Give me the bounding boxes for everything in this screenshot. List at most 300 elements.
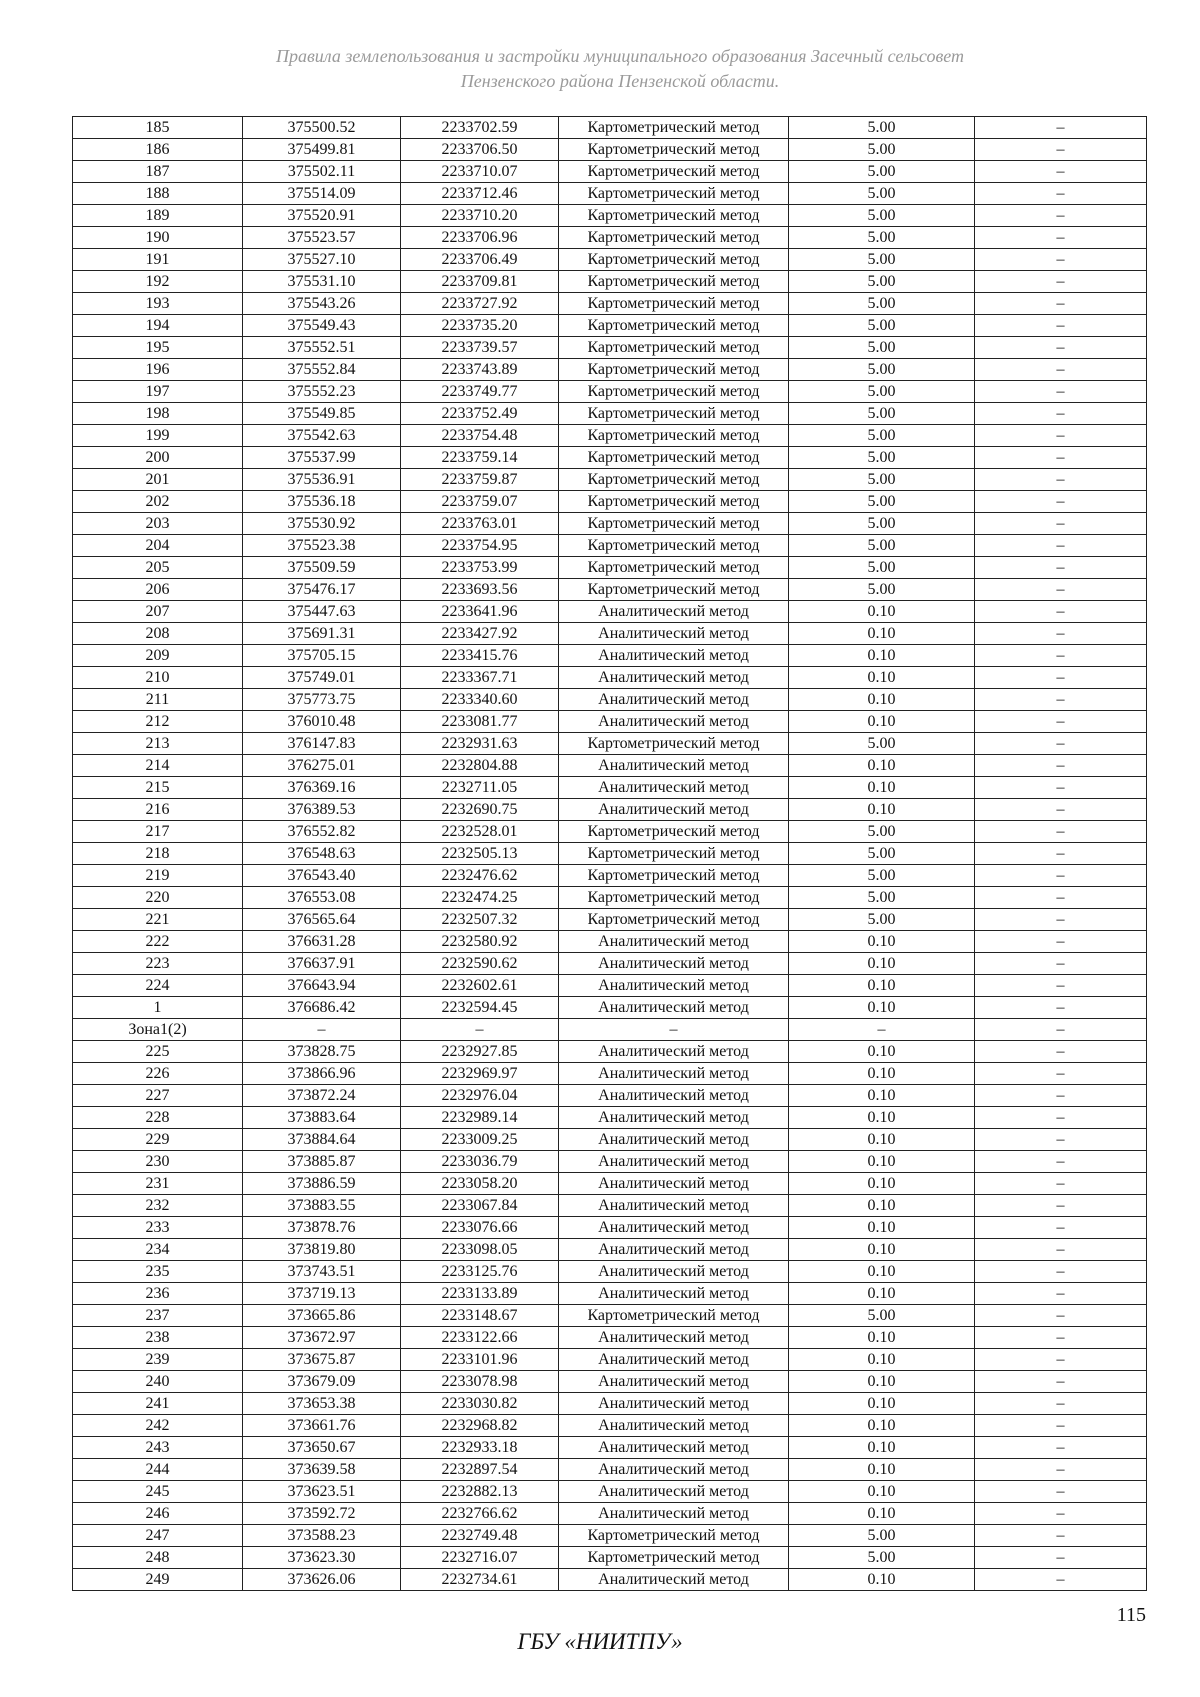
accuracy-cell: 5.00 xyxy=(789,887,975,909)
table-row xyxy=(73,1261,1147,1283)
accuracy-cell: – xyxy=(789,1019,975,1041)
note-cell: – xyxy=(975,1481,1147,1503)
y-coordinate-cell: 2233706.49 xyxy=(401,249,559,271)
method-cell: Картометрический метод xyxy=(559,249,789,271)
method-cell: Картометрический метод xyxy=(559,447,789,469)
y-coordinate-cell: 2233415.76 xyxy=(401,645,559,667)
table-row xyxy=(73,359,1147,381)
point-number-cell: 215 xyxy=(73,777,243,799)
accuracy-cell: 5.00 xyxy=(789,535,975,557)
accuracy-cell: 0.10 xyxy=(789,1151,975,1173)
note-cell: – xyxy=(975,645,1147,667)
method-cell: Аналитический метод xyxy=(559,975,789,997)
method-cell: Картометрический метод xyxy=(559,293,789,315)
accuracy-cell: 0.10 xyxy=(789,1437,975,1459)
y-coordinate-cell: 2233036.79 xyxy=(401,1151,559,1173)
accuracy-cell: 0.10 xyxy=(789,1283,975,1305)
table-row xyxy=(73,1085,1147,1107)
x-coordinate-cell: 375523.38 xyxy=(243,535,401,557)
x-coordinate-cell: 375523.57 xyxy=(243,227,401,249)
table-row xyxy=(73,1393,1147,1415)
point-number-cell: 221 xyxy=(73,909,243,931)
table-row xyxy=(73,1547,1147,1569)
point-number-cell: 208 xyxy=(73,623,243,645)
y-coordinate-cell: 2233759.14 xyxy=(401,447,559,469)
accuracy-cell: 5.00 xyxy=(789,733,975,755)
y-coordinate-cell: 2233009.25 xyxy=(401,1129,559,1151)
accuracy-cell: 5.00 xyxy=(789,139,975,161)
note-cell: – xyxy=(975,381,1147,403)
table-row xyxy=(73,227,1147,249)
x-coordinate-cell: 375537.99 xyxy=(243,447,401,469)
note-cell: – xyxy=(975,557,1147,579)
method-cell: Картометрический метод xyxy=(559,1547,789,1569)
method-cell: Аналитический метод xyxy=(559,1173,789,1195)
method-cell: Аналитический метод xyxy=(559,1041,789,1063)
note-cell: – xyxy=(975,601,1147,623)
note-cell: – xyxy=(975,117,1147,139)
method-cell: Аналитический метод xyxy=(559,1129,789,1151)
table-row xyxy=(73,271,1147,293)
method-cell: Картометрический метод xyxy=(559,843,789,865)
accuracy-cell: 5.00 xyxy=(789,865,975,887)
point-number-cell: 229 xyxy=(73,1129,243,1151)
y-coordinate-cell: 2233763.01 xyxy=(401,513,559,535)
note-cell: – xyxy=(975,1261,1147,1283)
note-cell: – xyxy=(975,1569,1147,1591)
point-number-cell: 190 xyxy=(73,227,243,249)
y-coordinate-cell: 2232976.04 xyxy=(401,1085,559,1107)
x-coordinate-cell: 375552.23 xyxy=(243,381,401,403)
accuracy-cell: 0.10 xyxy=(789,689,975,711)
table-row xyxy=(73,1371,1147,1393)
table-row xyxy=(73,139,1147,161)
point-number-cell: 231 xyxy=(73,1173,243,1195)
accuracy-cell: 0.10 xyxy=(789,601,975,623)
method-cell: Аналитический метод xyxy=(559,623,789,645)
y-coordinate-cell: 2232474.25 xyxy=(401,887,559,909)
x-coordinate-cell: 373661.76 xyxy=(243,1415,401,1437)
note-cell: – xyxy=(975,1503,1147,1525)
y-coordinate-cell: 2233078.98 xyxy=(401,1371,559,1393)
method-cell: Картометрический метод xyxy=(559,161,789,183)
note-cell: – xyxy=(975,733,1147,755)
y-coordinate-cell: 2233098.05 xyxy=(401,1239,559,1261)
x-coordinate-cell: 373623.51 xyxy=(243,1481,401,1503)
x-coordinate-cell: 375514.09 xyxy=(243,183,401,205)
x-coordinate-cell: 375705.15 xyxy=(243,645,401,667)
y-coordinate-cell: 2232716.07 xyxy=(401,1547,559,1569)
note-cell: – xyxy=(975,1041,1147,1063)
table-row xyxy=(73,249,1147,271)
point-number-cell: 210 xyxy=(73,667,243,689)
x-coordinate-cell: – xyxy=(243,1019,401,1041)
y-coordinate-cell: 2232594.45 xyxy=(401,997,559,1019)
point-number-cell: 241 xyxy=(73,1393,243,1415)
note-cell: – xyxy=(975,227,1147,249)
note-cell: – xyxy=(975,425,1147,447)
y-coordinate-cell: 2233133.89 xyxy=(401,1283,559,1305)
method-cell: Аналитический метод xyxy=(559,1459,789,1481)
note-cell: – xyxy=(975,777,1147,799)
method-cell: Аналитический метод xyxy=(559,931,789,953)
y-coordinate-cell: 2232590.62 xyxy=(401,953,559,975)
y-coordinate-cell: 2233754.48 xyxy=(401,425,559,447)
y-coordinate-cell: 2233727.92 xyxy=(401,293,559,315)
table-row xyxy=(73,1217,1147,1239)
x-coordinate-cell: 376543.40 xyxy=(243,865,401,887)
method-cell: Аналитический метод xyxy=(559,1349,789,1371)
x-coordinate-cell: 373592.72 xyxy=(243,1503,401,1525)
note-cell: – xyxy=(975,513,1147,535)
table-row xyxy=(73,469,1147,491)
y-coordinate-cell: 2232933.18 xyxy=(401,1437,559,1459)
x-coordinate-cell: 375531.10 xyxy=(243,271,401,293)
point-number-cell: 220 xyxy=(73,887,243,909)
point-number-cell: 191 xyxy=(73,249,243,271)
note-cell: – xyxy=(975,205,1147,227)
note-cell: – xyxy=(975,1151,1147,1173)
x-coordinate-cell: 375552.84 xyxy=(243,359,401,381)
note-cell: – xyxy=(975,293,1147,315)
method-cell: Аналитический метод xyxy=(559,1415,789,1437)
accuracy-cell: 0.10 xyxy=(789,1481,975,1503)
method-cell: Картометрический метод xyxy=(559,557,789,579)
table-row xyxy=(73,1019,1147,1041)
method-cell: Картометрический метод xyxy=(559,139,789,161)
y-coordinate-cell: 2233759.07 xyxy=(401,491,559,513)
table-row xyxy=(73,777,1147,799)
note-cell: – xyxy=(975,909,1147,931)
table-row xyxy=(73,843,1147,865)
method-cell: Картометрический метод xyxy=(559,535,789,557)
table-row xyxy=(73,1173,1147,1195)
table-row xyxy=(73,491,1147,513)
accuracy-cell: 0.10 xyxy=(789,1569,975,1591)
x-coordinate-cell: 376552.82 xyxy=(243,821,401,843)
accuracy-cell: 0.10 xyxy=(789,777,975,799)
method-cell: Картометрический метод xyxy=(559,513,789,535)
table-row xyxy=(73,733,1147,755)
x-coordinate-cell: 373639.58 xyxy=(243,1459,401,1481)
method-cell: Аналитический метод xyxy=(559,799,789,821)
table-row xyxy=(73,755,1147,777)
y-coordinate-cell: 2233739.57 xyxy=(401,337,559,359)
method-cell: Картометрический метод xyxy=(559,359,789,381)
x-coordinate-cell: 373878.76 xyxy=(243,1217,401,1239)
note-cell: – xyxy=(975,821,1147,843)
point-number-cell: 196 xyxy=(73,359,243,381)
point-number-cell: 198 xyxy=(73,403,243,425)
y-coordinate-cell: 2232969.97 xyxy=(401,1063,559,1085)
table-row xyxy=(73,1415,1147,1437)
note-cell: – xyxy=(975,1129,1147,1151)
accuracy-cell: 5.00 xyxy=(789,821,975,843)
accuracy-cell: 5.00 xyxy=(789,557,975,579)
method-cell: Аналитический метод xyxy=(559,1393,789,1415)
accuracy-cell: 0.10 xyxy=(789,1503,975,1525)
accuracy-cell: 5.00 xyxy=(789,909,975,931)
x-coordinate-cell: 373653.38 xyxy=(243,1393,401,1415)
y-coordinate-cell: 2233712.46 xyxy=(401,183,559,205)
table-row xyxy=(73,909,1147,931)
accuracy-cell: 0.10 xyxy=(789,1459,975,1481)
method-cell: Аналитический метод xyxy=(559,1195,789,1217)
note-cell: – xyxy=(975,1349,1147,1371)
y-coordinate-cell: 2233641.96 xyxy=(401,601,559,623)
point-number-cell: 195 xyxy=(73,337,243,359)
accuracy-cell: 0.10 xyxy=(789,623,975,645)
accuracy-cell: 5.00 xyxy=(789,843,975,865)
point-number-cell: 206 xyxy=(73,579,243,601)
note-cell: – xyxy=(975,711,1147,733)
note-cell: – xyxy=(975,1063,1147,1085)
method-cell: Картометрический метод xyxy=(559,227,789,249)
note-cell: – xyxy=(975,447,1147,469)
point-number-cell: 224 xyxy=(73,975,243,997)
method-cell: Аналитический метод xyxy=(559,1239,789,1261)
x-coordinate-cell: 375749.01 xyxy=(243,667,401,689)
method-cell: Картометрический метод xyxy=(559,403,789,425)
table-row xyxy=(73,205,1147,227)
note-cell: – xyxy=(975,1547,1147,1569)
method-cell: Картометрический метод xyxy=(559,183,789,205)
table-row xyxy=(73,645,1147,667)
point-number-cell: 232 xyxy=(73,1195,243,1217)
point-number-cell: 226 xyxy=(73,1063,243,1085)
x-coordinate-cell: 376565.64 xyxy=(243,909,401,931)
y-coordinate-cell: 2233702.59 xyxy=(401,117,559,139)
note-cell: – xyxy=(975,1239,1147,1261)
y-coordinate-cell: 2233749.77 xyxy=(401,381,559,403)
point-number-cell: 247 xyxy=(73,1525,243,1547)
point-number-cell: 201 xyxy=(73,469,243,491)
x-coordinate-cell: 376389.53 xyxy=(243,799,401,821)
accuracy-cell: 5.00 xyxy=(789,117,975,139)
method-cell: Картометрический метод xyxy=(559,733,789,755)
method-cell: Картометрический метод xyxy=(559,1525,789,1547)
y-coordinate-cell: 2233710.20 xyxy=(401,205,559,227)
note-cell: – xyxy=(975,1019,1147,1041)
x-coordinate-cell: 373743.51 xyxy=(243,1261,401,1283)
table-row xyxy=(73,535,1147,557)
method-cell: Аналитический метод xyxy=(559,1151,789,1173)
accuracy-cell: 0.10 xyxy=(789,1107,975,1129)
point-number-cell: 249 xyxy=(73,1569,243,1591)
y-coordinate-cell: 2232968.82 xyxy=(401,1415,559,1437)
table-row xyxy=(73,821,1147,843)
point-number-cell: 218 xyxy=(73,843,243,865)
note-cell: – xyxy=(975,359,1147,381)
x-coordinate-cell: 373872.24 xyxy=(243,1085,401,1107)
table-row xyxy=(73,1107,1147,1129)
accuracy-cell: 0.10 xyxy=(789,711,975,733)
accuracy-cell: 0.10 xyxy=(789,667,975,689)
x-coordinate-cell: 375691.31 xyxy=(243,623,401,645)
y-coordinate-cell: 2232602.61 xyxy=(401,975,559,997)
note-cell: – xyxy=(975,1107,1147,1129)
method-cell: Картометрический метод xyxy=(559,909,789,931)
method-cell: Картометрический метод xyxy=(559,271,789,293)
note-cell: – xyxy=(975,623,1147,645)
y-coordinate-cell: 2233706.96 xyxy=(401,227,559,249)
x-coordinate-cell: 373623.30 xyxy=(243,1547,401,1569)
table-row xyxy=(73,689,1147,711)
method-cell: Аналитический метод xyxy=(559,1437,789,1459)
note-cell: – xyxy=(975,139,1147,161)
point-number-cell: 188 xyxy=(73,183,243,205)
accuracy-cell: 0.10 xyxy=(789,1173,975,1195)
point-number-cell: 205 xyxy=(73,557,243,579)
accuracy-cell: 0.10 xyxy=(789,953,975,975)
x-coordinate-cell: 376369.16 xyxy=(243,777,401,799)
point-number-cell: 193 xyxy=(73,293,243,315)
x-coordinate-cell: 375542.63 xyxy=(243,425,401,447)
accuracy-cell: 5.00 xyxy=(789,359,975,381)
y-coordinate-cell: 2233067.84 xyxy=(401,1195,559,1217)
note-cell: – xyxy=(975,491,1147,513)
point-number-cell: 207 xyxy=(73,601,243,623)
note-cell: – xyxy=(975,997,1147,1019)
method-cell: Картометрический метод xyxy=(559,821,789,843)
y-coordinate-cell: 2233693.56 xyxy=(401,579,559,601)
note-cell: – xyxy=(975,865,1147,887)
table-row xyxy=(73,1569,1147,1591)
table-row xyxy=(73,1129,1147,1151)
note-cell: – xyxy=(975,953,1147,975)
y-coordinate-cell: 2233759.87 xyxy=(401,469,559,491)
method-cell: Аналитический метод xyxy=(559,1283,789,1305)
table-row xyxy=(73,1063,1147,1085)
y-coordinate-cell: – xyxy=(401,1019,559,1041)
accuracy-cell: 0.10 xyxy=(789,931,975,953)
y-coordinate-cell: 2232989.14 xyxy=(401,1107,559,1129)
note-cell: – xyxy=(975,1525,1147,1547)
x-coordinate-cell: 373672.97 xyxy=(243,1327,401,1349)
x-coordinate-cell: 375499.81 xyxy=(243,139,401,161)
y-coordinate-cell: 2233340.60 xyxy=(401,689,559,711)
x-coordinate-cell: 375549.85 xyxy=(243,403,401,425)
point-number-cell: 242 xyxy=(73,1415,243,1437)
accuracy-cell: 0.10 xyxy=(789,1085,975,1107)
method-cell: Аналитический метод xyxy=(559,1569,789,1591)
method-cell: Картометрический метод xyxy=(559,887,789,909)
y-coordinate-cell: 2232897.54 xyxy=(401,1459,559,1481)
y-coordinate-cell: 2233030.82 xyxy=(401,1393,559,1415)
footer-organization: ГБУ «НИИТПУ» xyxy=(517,1629,683,1654)
method-cell: Картометрический метод xyxy=(559,425,789,447)
method-cell: Аналитический метод xyxy=(559,755,789,777)
x-coordinate-cell: 373665.86 xyxy=(243,1305,401,1327)
method-cell: Аналитический метод xyxy=(559,601,789,623)
method-cell: Аналитический метод xyxy=(559,689,789,711)
point-number-cell: 189 xyxy=(73,205,243,227)
method-cell: Аналитический метод xyxy=(559,1503,789,1525)
point-number-cell: 219 xyxy=(73,865,243,887)
point-number-cell: 225 xyxy=(73,1041,243,1063)
point-number-cell: 235 xyxy=(73,1261,243,1283)
note-cell: – xyxy=(975,161,1147,183)
method-cell: Аналитический метод xyxy=(559,953,789,975)
method-cell: Аналитический метод xyxy=(559,1327,789,1349)
point-number-cell: 216 xyxy=(73,799,243,821)
y-coordinate-cell: 2232749.48 xyxy=(401,1525,559,1547)
note-cell: – xyxy=(975,315,1147,337)
note-cell: – xyxy=(975,337,1147,359)
table-row xyxy=(73,1283,1147,1305)
table-row xyxy=(73,1437,1147,1459)
note-cell: – xyxy=(975,843,1147,865)
accuracy-cell: 0.10 xyxy=(789,997,975,1019)
point-number-cell: 245 xyxy=(73,1481,243,1503)
y-coordinate-cell: 2232690.75 xyxy=(401,799,559,821)
point-number-cell: 223 xyxy=(73,953,243,975)
table-row xyxy=(73,513,1147,535)
note-cell: – xyxy=(975,271,1147,293)
x-coordinate-cell: 376548.63 xyxy=(243,843,401,865)
note-cell: – xyxy=(975,1305,1147,1327)
x-coordinate-cell: 373866.96 xyxy=(243,1063,401,1085)
note-cell: – xyxy=(975,579,1147,601)
x-coordinate-cell: 376643.94 xyxy=(243,975,401,997)
table-row xyxy=(73,381,1147,403)
point-number-cell: 239 xyxy=(73,1349,243,1371)
point-number-cell: 186 xyxy=(73,139,243,161)
note-cell: – xyxy=(975,1371,1147,1393)
y-coordinate-cell: 2233735.20 xyxy=(401,315,559,337)
method-cell: Аналитический метод xyxy=(559,711,789,733)
accuracy-cell: 5.00 xyxy=(789,579,975,601)
point-number-cell: 237 xyxy=(73,1305,243,1327)
y-coordinate-cell: 2233058.20 xyxy=(401,1173,559,1195)
accuracy-cell: 5.00 xyxy=(789,469,975,491)
point-number-cell: 213 xyxy=(73,733,243,755)
y-coordinate-cell: 2232476.62 xyxy=(401,865,559,887)
accuracy-cell: 5.00 xyxy=(789,161,975,183)
point-number-cell: 204 xyxy=(73,535,243,557)
x-coordinate-cell: 375549.43 xyxy=(243,315,401,337)
accuracy-cell: 0.10 xyxy=(789,755,975,777)
method-cell: Картометрический метод xyxy=(559,337,789,359)
accuracy-cell: 0.10 xyxy=(789,1261,975,1283)
method-cell: Аналитический метод xyxy=(559,1261,789,1283)
y-coordinate-cell: 2232580.92 xyxy=(401,931,559,953)
y-coordinate-cell: 2233081.77 xyxy=(401,711,559,733)
method-cell: Картометрический метод xyxy=(559,117,789,139)
table-row xyxy=(73,931,1147,953)
method-cell: Картометрический метод xyxy=(559,469,789,491)
note-cell: – xyxy=(975,689,1147,711)
x-coordinate-cell: 373885.87 xyxy=(243,1151,401,1173)
accuracy-cell: 0.10 xyxy=(789,1393,975,1415)
accuracy-cell: 0.10 xyxy=(789,1195,975,1217)
table-row xyxy=(73,557,1147,579)
x-coordinate-cell: 375543.26 xyxy=(243,293,401,315)
accuracy-cell: 5.00 xyxy=(789,425,975,447)
x-coordinate-cell: 373626.06 xyxy=(243,1569,401,1591)
y-coordinate-cell: 2233753.99 xyxy=(401,557,559,579)
point-number-cell: 202 xyxy=(73,491,243,513)
table-row xyxy=(73,161,1147,183)
y-coordinate-cell: 2232711.05 xyxy=(401,777,559,799)
point-number-cell: Зона1(2) xyxy=(73,1019,243,1041)
method-cell: Аналитический метод xyxy=(559,997,789,1019)
accuracy-cell: 0.10 xyxy=(789,1349,975,1371)
table-row xyxy=(73,1239,1147,1261)
accuracy-cell: 0.10 xyxy=(789,975,975,997)
accuracy-cell: 0.10 xyxy=(789,1239,975,1261)
point-number-cell: 246 xyxy=(73,1503,243,1525)
